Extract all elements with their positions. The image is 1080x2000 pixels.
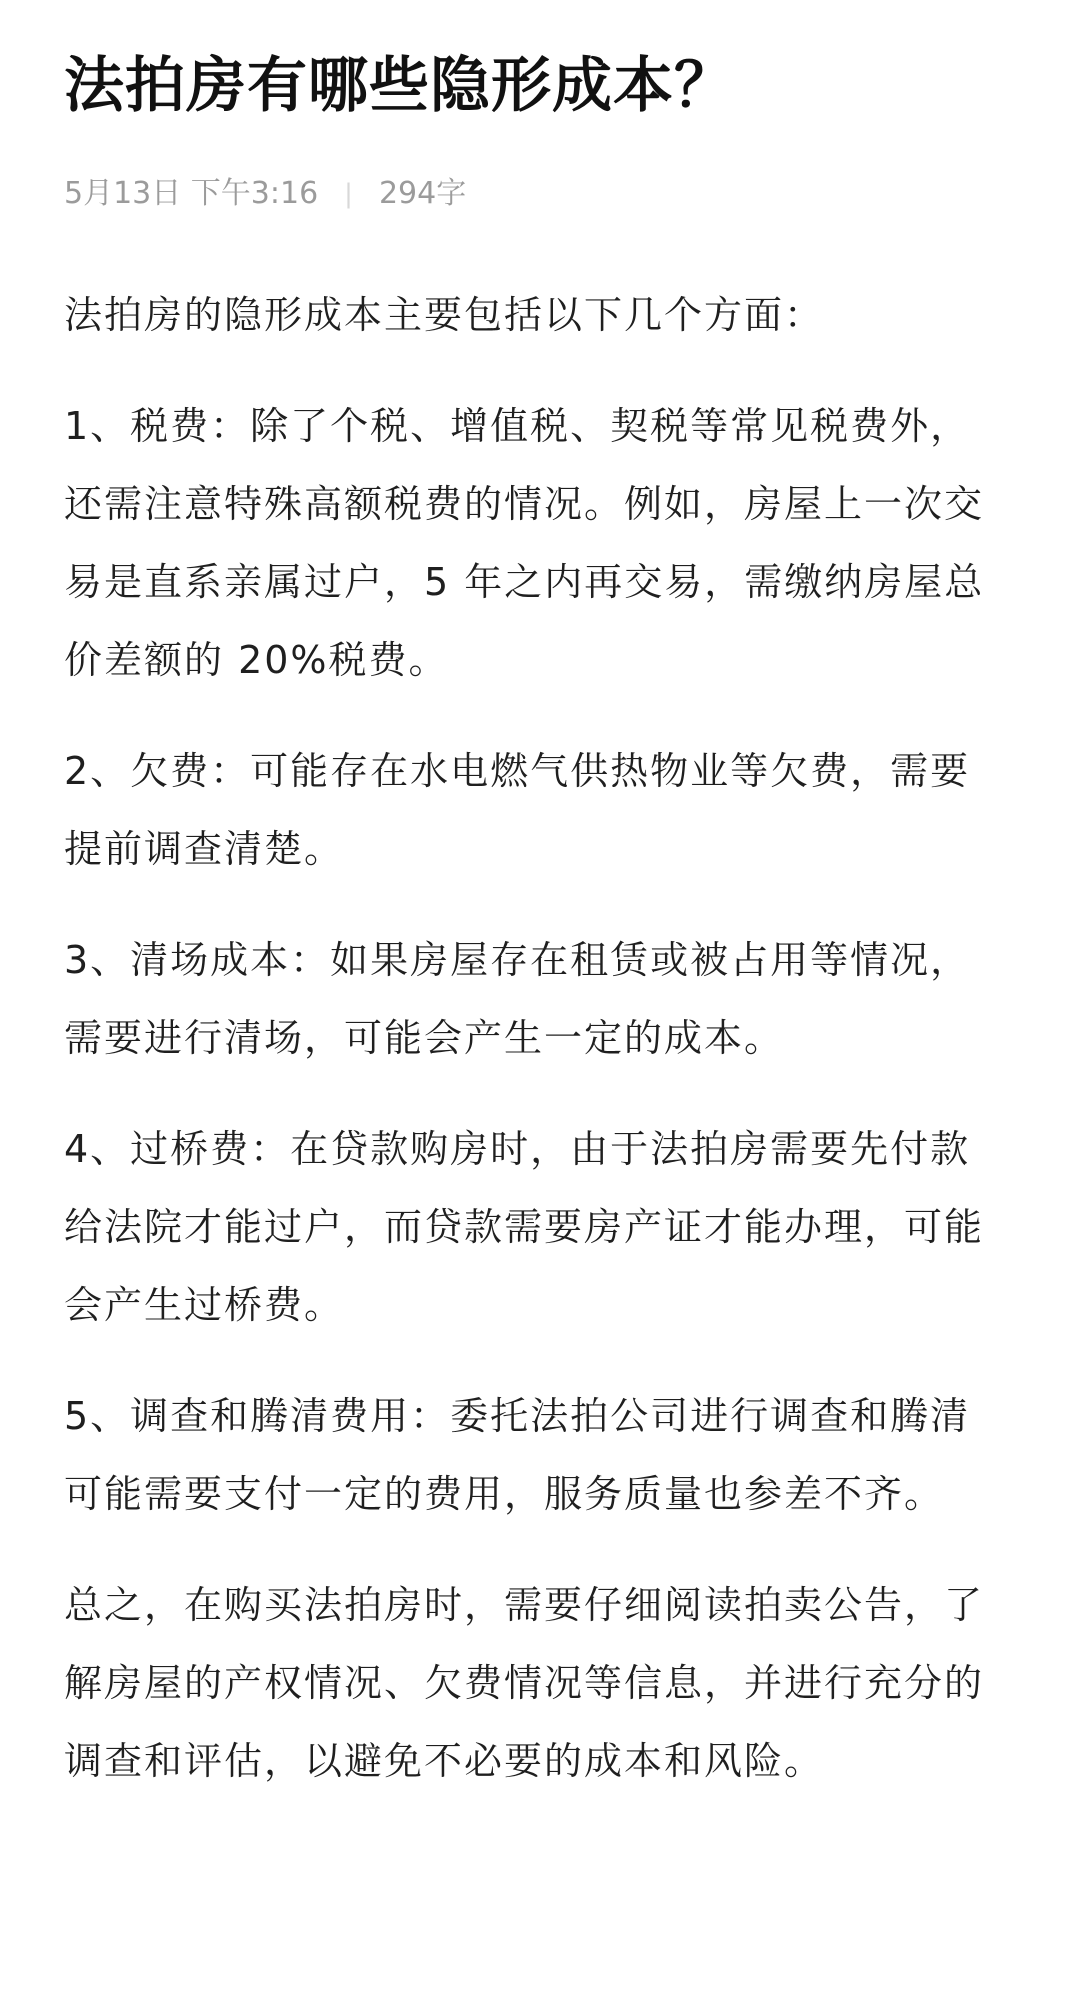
paragraph-summary: 总之，在购买法拍房时，需要仔细阅读拍卖公告，了解房屋的产权情况、欠费情况等信息，并进行充分的调查和评估，以避免不必要的成本和风险。 bbox=[64, 1583, 985, 1783]
note-meta bbox=[64, 174, 1016, 214]
note-body[interactable] bbox=[64, 276, 1004, 1800]
paragraph-taxes: 1、税费：除了个税、增值税、契税等常见税费外，还需注意特殊高额税费的情况。例如，房屋上一次交易是直系亲属过户，5 年之内再交易，需缴纳房屋总价差额的 20%税费。 bbox=[64, 404, 985, 682]
word-count: 294字 bbox=[378, 176, 467, 211]
paragraph-arrears: 2、欠费：可能存在水电燃气供热物业等欠费，需要提前调查清楚。 bbox=[64, 749, 971, 871]
paragraph-investigation: 5、调查和腾清费用：委托法拍公司进行调查和腾清可能需要支付一定的费用，服务质量也参差不齐。 bbox=[64, 1394, 971, 1516]
paragraph-bridge-loan: 4、过桥费：在贷款购房时，由于法拍房需要先付款给法院才能过户，而贷款需要房产证才能办理，可能会产生过桥费。 bbox=[64, 1127, 985, 1327]
meta-separator: | bbox=[344, 179, 353, 209]
note-date: 5月13日 下午3:16 bbox=[64, 176, 319, 211]
paragraph-clearance: 3、清场成本：如果房屋存在租赁或被占用等情况，需要进行清场，可能会产生一定的成本。 bbox=[64, 938, 971, 1060]
page-title: 法拍房有哪些隐形成本？ bbox=[64, 51, 735, 121]
paragraph-intro: 法拍房的隐形成本主要包括以下几个方面： bbox=[64, 293, 825, 337]
